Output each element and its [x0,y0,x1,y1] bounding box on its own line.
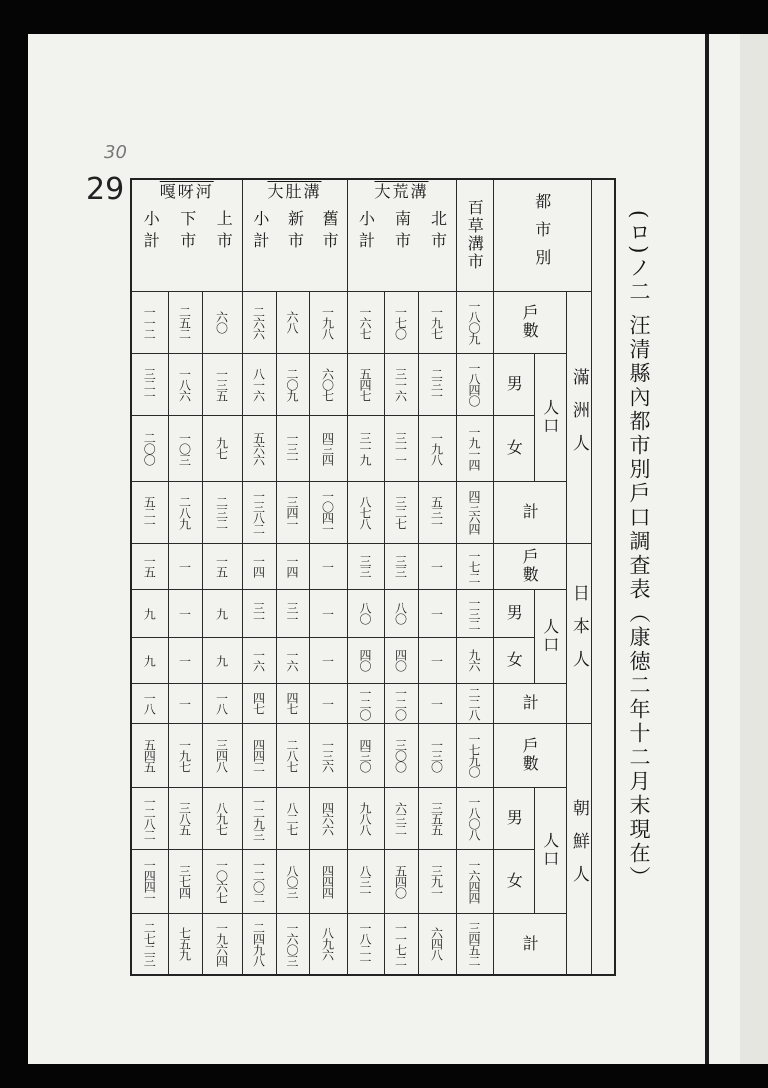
value-cell: 五二一 [131,481,168,543]
value-cell: 一五 [131,543,168,589]
value-cell: 三〇〇 [384,723,418,787]
value-cell: 一二八二 [131,787,168,849]
households-label: 戶數 [493,543,566,589]
value-cell: 二七二三 [131,913,168,975]
value-cell: 一六 [242,637,276,683]
value-cell: 一七二 [456,543,493,589]
city-column-heading: 都市別 [493,179,591,291]
male-label: 男 [493,589,534,637]
value-cell: 五四五 [131,723,168,787]
value-cell: 一 [418,637,456,683]
document-title: (ロ)ノ二 汪清縣內都市別戶口調査表（康徳二年十二月末現在） [627,210,651,891]
value-cell: 八九六 [309,913,347,975]
city-group-header [347,179,456,291]
value-cell: 六八 [276,291,309,353]
value-cell: 三九一 [418,849,456,913]
female-label: 女 [493,849,534,913]
value-cell: 二三一 [418,353,456,415]
value-cell: 九七 [202,415,242,481]
value-cell: 一八 [131,683,168,723]
value-cell: 一一七二 [384,913,418,975]
value-cell: 一三五 [202,353,242,415]
value-cell: 一〇四一 [309,481,347,543]
value-cell: 一九八 [418,415,456,481]
male-label: 男 [493,353,534,415]
page-number: 29 [86,172,125,207]
value-cell: 二五二 [168,291,202,353]
value-cell: 二〇九 [276,353,309,415]
statistic-row [131,353,615,415]
value-cell: 三一六 [384,353,418,415]
value-cell: 一一二 [131,291,168,353]
city-name: 下市 [177,210,197,254]
value-cell: 一六〇三 [276,913,309,975]
value-cell: 八〇三 [276,849,309,913]
population-label: 人口 [534,787,566,913]
value-cell: 一四 [242,543,276,589]
value-cell: 八一六 [242,353,276,415]
city-name: 上市 [214,210,234,254]
value-cell: 六四八 [418,913,456,975]
male-label: 男 [493,787,534,849]
value-cell: 一三八二 [242,481,276,543]
value-cell: 一八〇九 [456,291,493,353]
value-cell: 九 [131,637,168,683]
value-cell: 三二一 [131,353,168,415]
city-group-name: 嘎呀河 [159,182,214,201]
faint-page-number: 30 [104,142,127,163]
female-label: 女 [493,637,534,683]
value-cell: 六三二 [384,787,418,849]
statistic-row [131,787,615,849]
city-name: 舊市 [320,210,340,254]
value-cell: 五三一 [418,481,456,543]
value-cell: 二四九八 [242,913,276,975]
city-group-name: 大肚溝 [267,182,322,201]
value-cell: 三三 [347,543,384,589]
statistic-row [131,291,615,353]
value-cell: 五四七 [347,353,384,415]
value-cell: 一八〇八 [456,787,493,849]
value-cell: 二二八 [456,683,493,723]
value-cell: 一 [418,683,456,723]
value-cell: 五四〇 [384,849,418,913]
value-cell: 四七 [242,683,276,723]
value-cell: 一二〇 [384,683,418,723]
value-cell: 一七〇 [384,291,418,353]
value-cell: 一三一 [276,415,309,481]
statistic-row [131,543,615,589]
households-label: 戶數 [493,723,566,787]
value-cell: 一 [309,589,347,637]
value-cell: 一三二 [456,589,493,637]
value-cell: 二八七 [276,723,309,787]
value-cell: 一六七 [347,291,384,353]
female-label: 女 [493,415,534,481]
value-cell: 九 [202,637,242,683]
city-name: 小計 [250,210,270,254]
value-cell: 一五 [202,543,242,589]
value-cell: 七五九 [168,913,202,975]
households-label: 戶數 [493,291,566,353]
value-cell: 三四一 [276,481,309,543]
value-cell: 一八六 [168,353,202,415]
total-label: 計 [493,913,566,975]
value-cell: 八三一 [347,849,384,913]
header-row [131,179,615,291]
value-cell: 四三〇 [347,723,384,787]
population-label: 人口 [534,589,566,683]
value-cell: 三三 [384,543,418,589]
value-cell: 四六六 [309,787,347,849]
value-cell: 一九八 [309,291,347,353]
city-group-name: 大荒溝 [374,182,429,201]
value-cell: 一八 [202,683,242,723]
value-cell: 三五五 [418,787,456,849]
city-name: 南市 [392,210,412,254]
value-cell: 一二〇二 [242,849,276,913]
category-label: 朝鮮人 [566,723,591,975]
value-cell: 一 [418,589,456,637]
value-cell: 一二九三 [242,787,276,849]
value-cell: 四〇 [384,637,418,683]
value-cell: 一六 [276,637,309,683]
census-table [130,178,616,976]
value-cell: 一 [168,637,202,683]
city-group-header [131,179,242,291]
value-cell: 一 [168,589,202,637]
value-cell: 二八九 [168,481,202,543]
statistic-row [131,589,615,637]
value-cell: 一三〇 [418,723,456,787]
category-label: 滿洲人 [566,291,591,543]
value-cell: 九 [202,589,242,637]
population-label: 人口 [534,353,566,481]
value-cell: 四四二 [242,723,276,787]
value-cell: 一九一四 [456,415,493,481]
value-cell: 二〇〇 [131,415,168,481]
value-cell: 八七八 [347,481,384,543]
value-cell: 三八五 [168,787,202,849]
value-cell: 四〇 [347,637,384,683]
statistic-row [131,481,615,543]
value-cell: 三四五二 [456,913,493,975]
statistic-row [131,723,615,787]
value-cell: 一 [309,637,347,683]
value-cell: 三一九 [347,415,384,481]
statistic-row [131,913,615,975]
value-cell: 一 [309,543,347,589]
value-cell: 九八八 [347,787,384,849]
value-cell: 五六六 [242,415,276,481]
city-name: 小計 [356,210,376,254]
value-cell: 一二〇 [347,683,384,723]
value-cell: 一九七 [418,291,456,353]
value-cell: 二三二 [202,481,242,543]
category-label: 日本人 [566,543,591,723]
value-cell: 一四 [276,543,309,589]
value-cell: 一九七 [168,723,202,787]
value-cell: 九六 [456,637,493,683]
total-label: 計 [493,683,566,723]
value-cell: 一八二一 [347,913,384,975]
value-cell: 三二七 [384,481,418,543]
value-cell: 一六四四 [456,849,493,913]
value-cell: 八二七 [276,787,309,849]
statistic-row [131,683,615,723]
value-cell: 二六六 [242,291,276,353]
adjacent-page-edge [740,34,768,1064]
value-cell: 一九六四 [202,913,242,975]
value-cell: 一 [418,543,456,589]
value-cell: 一〇三 [168,415,202,481]
total-label: 計 [493,481,566,543]
value-cell: 一 [168,683,202,723]
value-cell: 一八四〇 [456,353,493,415]
value-cell: 四四四 [309,849,347,913]
value-cell: 四三四 [309,415,347,481]
value-cell: 一三六 [309,723,347,787]
value-cell: 八〇 [384,589,418,637]
value-cell: 六〇 [202,291,242,353]
value-cell: 一 [309,683,347,723]
value-cell: 八九七 [202,787,242,849]
value-cell: 一七九〇 [456,723,493,787]
city-name: 百草溝市 [456,179,493,291]
city-group-header [242,179,347,291]
value-cell: 一四四一 [131,849,168,913]
value-cell: 四七 [276,683,309,723]
value-cell: 三一 [276,589,309,637]
value-cell: 三一 [242,589,276,637]
value-cell: 三七四 [168,849,202,913]
value-cell: 一〇六七 [202,849,242,913]
value-cell: 一 [168,543,202,589]
value-cell: 三一一 [384,415,418,481]
value-cell: 三四八 [202,723,242,787]
value-cell: 六〇七 [309,353,347,415]
city-name: 新市 [285,210,305,254]
value-cell: 八〇 [347,589,384,637]
value-cell: 九 [131,589,168,637]
value-cell: 四三六四 [456,481,493,543]
city-name: 小計 [141,210,161,254]
city-name: 北市 [428,210,448,254]
binding-spine [705,34,709,1064]
